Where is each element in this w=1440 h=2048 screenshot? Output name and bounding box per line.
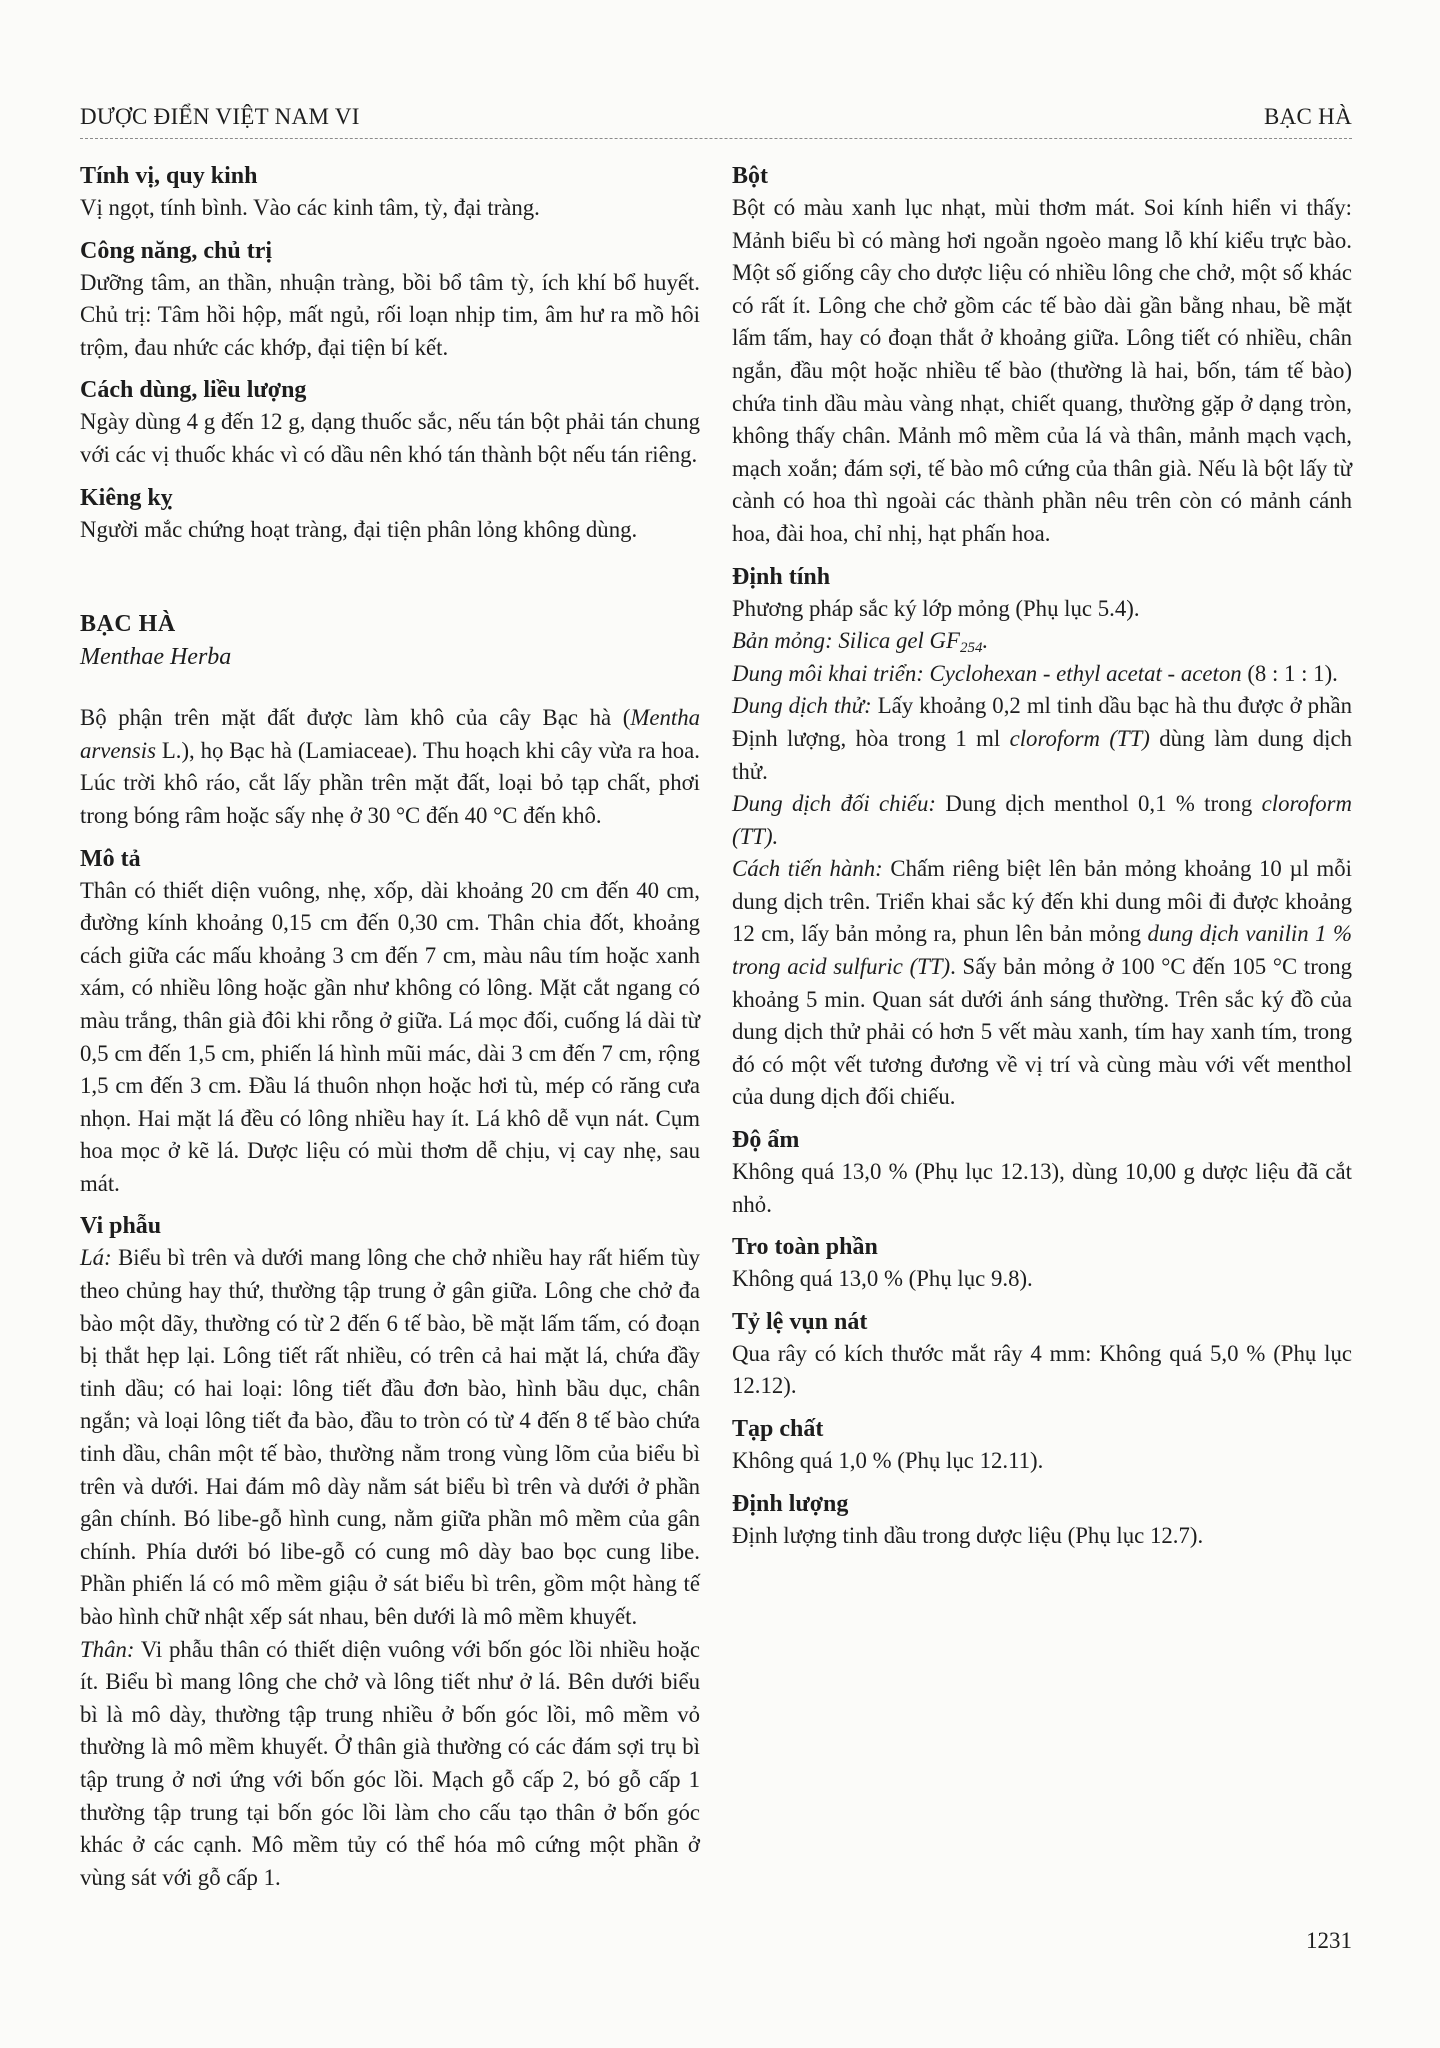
text-kieng-ky: Người mắc chứng hoạt tràng, đại tiện phân lỏng không dùng. <box>80 516 638 542</box>
text-ty-le-vun-nat: Qua rây có kích thước mắt rây 4 mm: Không quá 5,0 % (Phụ lục 12.12). <box>732 1340 1352 1399</box>
text-tap-chat: Không quá 1,0 % (Phụ lục 12.11). <box>732 1448 1044 1473</box>
right-column <box>732 160 1352 1552</box>
heading-bot: Bột <box>732 163 768 189</box>
page-number: 1231 <box>1306 1928 1352 1953</box>
heading-cach-dung: Cách dùng, liều lượng <box>80 377 307 404</box>
text-mo-ta: Thân có thiết diện vuông, nhẹ, xốp, dài khoảng 20 cm đến 40 cm, đường kính khoảng 0,15 cm đến 0,30 cm. Thân chia đốt, khoảng cách giữa các mấu khoảng 3 cm đến 7 cm, màu nâu tím hoặc xanh xám, có nhiều lông hoặc gần như không có lông. Mặt cắt ngang có màu trắng, thân già đôi khi rỗng ở giữa. Lá mọc đối, cuống lá dài từ 0,5 cm đến 1,5 cm, phiến lá hình mũi mác, dài 3 cm đến 7 cm, rộng 1,5 cm đến 3 cm. Đầu lá thuôn nhọn hoặc hơi tù, mép có răng cưa nhọn. Hai mặt lá đều có lông nhiều hay ít. Lá khô dễ vụn nát. Cụm hoa mọc ở kẽ lá. Dược liệu có mùi thơm dễ chịu, vị cay nhẹ, sau mát. <box>80 877 700 1196</box>
section-title: BẠC HÀ <box>1263 104 1352 129</box>
text-dung-moi: Dung môi khai triển: Cyclohexan - ethyl acetat - aceton (8 : 1 : 1). <box>732 660 1338 686</box>
text-bot: Bột có màu xanh lục nhạt, mùi thơm mát. Soi kính hiển vi thấy: Mảnh biểu bì có màng hơi ngoằn ngoèo mang lỗ khí kiểu trực bào. Một số giống cây cho dược liệu có nhiều lông che chở, một số khác có rất ít. Lông che chở gồm các tế bào dài gần bằng nhau, bề mặt lấm tấm, hay có đoạn thắt ở khoảng giữa. Lông tiết có nhiều, chân ngắn, đầu một hoặc nhiều tế bào (thường là hai, bốn, tám tế bào) chứa tinh dầu màu vàng nhạt, chiết quang, thường gặp ở dạng tròn, không thấy chân. Mảnh mô mềm của lá và thân, mảnh mạch vạch, mạch xoắn; đám sợi, tế bào mô cứng của thân già. Nếu là bột lấy từ cành có hoa thì ngoài các thành phần nêu trên còn có mảnh cánh hoa, đài hoa, chỉ nhị, hạt phấn hoa. <box>732 195 1352 546</box>
heading-kieng-ky: Kiêng kỵ <box>80 484 173 511</box>
left-column <box>80 160 700 1894</box>
heading-ty-le-vun-nat: Tỷ lệ vụn nát <box>732 1308 868 1335</box>
text-do-am: Không quá 13,0 % (Phụ lục 12.13), dùng 10,00 g dược liệu đã cắt nhỏ. <box>732 1159 1352 1217</box>
text-dung-dich-thu: Dung dịch thử: Lấy khoảng 0,2 ml tinh dầu bạc hà thu được ở phần Định lượng, hòa trong 1 ml cloroform (TT) dùng làm dung dịch thử. <box>732 693 1353 784</box>
label-than: Thân: <box>80 1636 135 1662</box>
text-ban-mong: Bản mỏng: Silica gel $GF_{254}$. <box>732 628 989 657</box>
text-cong-nang: Dưỡng tâm, an thần, nhuận tràng, bồi bổ tâm tỳ, ích khí bổ huyết. Chủ trị: Tâm hồi hộp, mất ngủ, rối loạn nhịp tim, âm hư ra mồ hôi trộm, đau nhức các khớp, đại tiện bí kết. <box>80 269 700 360</box>
label-la: Lá: <box>80 1245 112 1271</box>
text-vi-phau-than: Thân: Vi phẫu thân có thiết diện vuông với bốn góc lồi nhiều hoặc ít. Biểu bì mang lông che chở và lông tiết như ở lá. Bên dưới biểu bì là mô dày, thường tập trung nhiều ở bốn góc lồi, mô mềm vỏ thường là mô mềm khuyết. Ở thân già thường có các đám sợi trụ bì tập trung ở nơi ứng với bốn góc lồi. Mạch gỗ cấp 2, bó gỗ cấp 1 thường tập trung tại bốn góc lồi làm cho cấu tạo thân ở bốn góc khác ở các cạnh. Mô mềm tủy có thể hóa mô cứng một phần ở vùng sát với gỗ cấp 1. <box>80 1636 700 1890</box>
species-name: Mentha arvensis <box>80 705 700 763</box>
running-header <box>80 104 1352 140</box>
heading-tinh-vi: Tính vị, quy kinh <box>80 163 258 189</box>
heading-vi-phau: Vi phẫu <box>80 1213 162 1240</box>
heading-mo-ta: Mô tả <box>80 845 141 872</box>
heading-do-am: Độ ẩm <box>732 1127 800 1154</box>
heading-tro-toan-phan: Tro toàn phần <box>732 1234 878 1261</box>
monograph-title: BẠC HÀ <box>80 611 176 638</box>
heading-cong-nang: Công năng, chủ trị <box>80 237 273 264</box>
text-dung-dich-doi-chieu: Dung dịch đối chiếu: Dung dịch menthol 0,1 % trong cloroform (TT). <box>732 791 1352 849</box>
text-cach-tien-hanh: Cách tiến hành: Chấm riêng biệt lên bản mỏng khoảng 10 µl mỗi dung dịch trên. Triển khai sắc ký đến khi dung môi đi được khoảng 12 cm, lấy bản mỏng ra, phun lên bản mỏng dung dịch vanilin 1 % trong acid sulfuric (TT). Sấy bản mỏng ở 100 °C đến 105 °C trong khoảng 5 min. Quan sát dưới ánh sáng thường. Trên sắc ký đồ của dung dịch thử phải có hơn 5 vết màu xanh, tím hay xanh tím, trong đó có một vết tương đương về vị trí và cùng màu với vết menthol của dung dịch đối chiếu. <box>732 856 1352 1110</box>
text-cach-dung: Ngày dùng 4 g đến 12 g, dạng thuốc sắc, nếu tán bột phải tán chung với các vị thuốc khác vì có dầu nên khó tán thành bột nếu tán riêng. <box>80 409 700 467</box>
text-vi-phau-la: Lá: Biểu bì trên và dưới mang lông che chở nhiều hay rất hiếm tùy theo chủng hay thứ, thường tập trung ở gân giữa. Lông che chở đa bào một dãy, thường có từ 2 đến 6 tế bào, bề mặt lấm tấm, có đoạn bị thắt hẹp lại. Lông tiết rất nhiều, có trên cả hai mặt lá, chứa đầy tinh dầu; có hai loại: lông tiết đầu đơn bào, hình bầu dục, chân ngắn; và loại lông tiết đa bào, đầu to tròn có từ 4 đến 8 tế bào chứa tinh dầu, chân một tế bào, thường nằm trong vùng lõm của biểu bì trên và dưới. Hai đám mô dày nằm sát biểu bì trên và dưới ở phần gân chính. Bó libe-gỗ hình cung, nằm giữa phần mô mềm của gân chính. Phía dưới bó libe-gỗ có cung mô dày bao bọc cung libe. Phần phiến lá có mô mềm giậu ở sát biểu bì trên, gồm một hàng tế bào hình chữ nhật xếp sát nhau, bên dưới là mô mềm khuyết. <box>80 1245 700 1629</box>
heading-dinh-tinh: Định tính <box>732 563 831 590</box>
monograph-latin-name: Menthae Herba <box>80 644 232 671</box>
header-divider <box>80 138 1352 139</box>
text-dinh-luong: Định lượng tinh dầu trong dược liệu (Phụ lục 12.7). <box>732 1522 1204 1548</box>
text-dinh-tinh-method: Phương pháp sắc ký lớp mỏng (Phụ lục 5.4). <box>732 595 1140 621</box>
text-tinh-vi: Vị ngọt, tính bình. Vào các kinh tâm, tỳ, đại tràng. <box>80 195 540 220</box>
book-title: DƯỢC ĐIỂN VIỆT NAM VI <box>80 104 360 129</box>
text-tro-toan-phan: Không quá 13,0 % (Phụ lục 9.8). <box>732 1266 1033 1292</box>
heading-dinh-luong: Định lượng <box>732 1490 849 1517</box>
monograph-intro: Bộ phận trên mặt đất được làm khô của cây Bạc hà (Mentha arvensis L.), họ Bạc hà (Lamiaceae). Thu hoạch khi cây vừa ra hoa. Lúc trời khô ráo, cắt lấy phần trên mặt đất, loại bỏ tạp chất, phơi trong bóng râm hoặc sấy nhẹ ở 30 °C đến 40 °C đến khô. <box>80 705 700 828</box>
heading-tap-chat: Tạp chất <box>732 1416 824 1442</box>
